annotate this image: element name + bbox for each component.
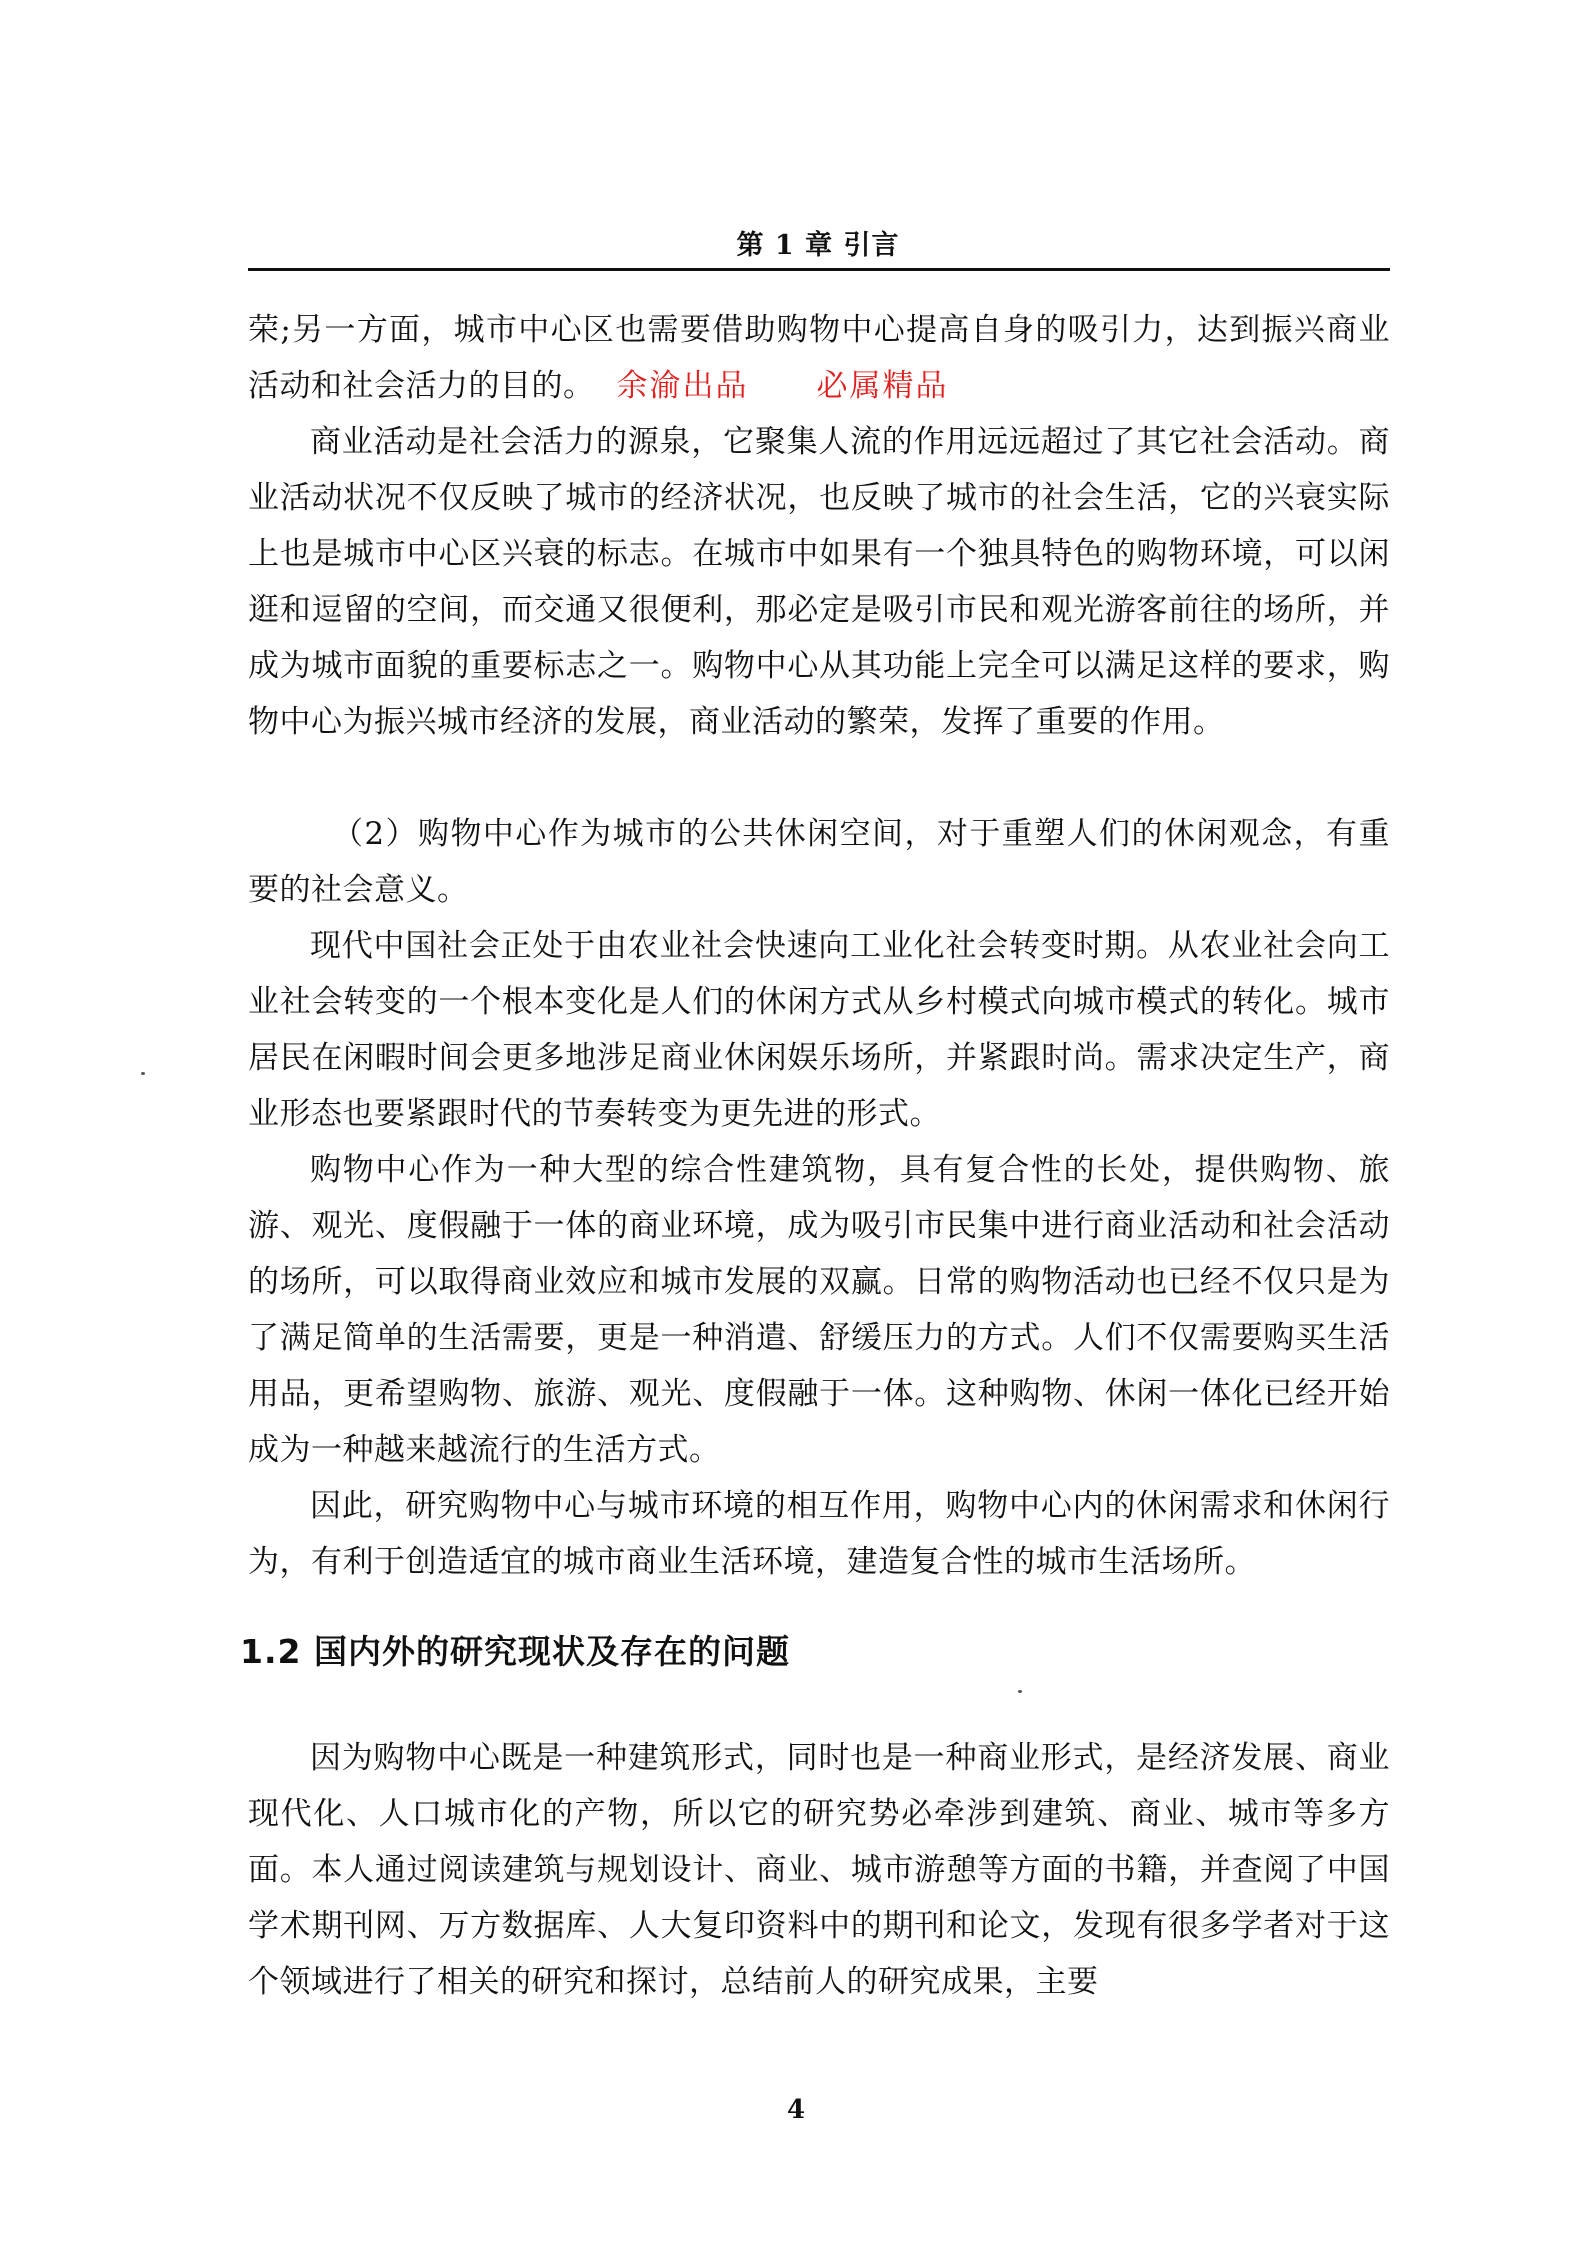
- paragraph-research-status: 因为购物中心既是一种建筑形式，同时也是一种商业形式，是经济发展、商业现代化、人口城市化的产物，所以它的研究势必牵涉到建筑、商业、城市等多方面。本人通过阅读建筑与规划设计、商业、城市游憩等方面的书籍，并查阅了中国学术期刊网、万方数据库、人大复印资料中的期刊和论文，发现有很多学者对于这个领域进行了相关的研究和探讨，总结前人的研究成果，主要: [248, 1740, 1390, 2000]
- paragraph-point-2: （2）购物中心作为城市的公共休闲空间，对于重塑人们的休闲观念，有重要的社会意义。: [248, 816, 1390, 908]
- paragraph-continuation: [248, 302, 1390, 414]
- section-heading: 1.2 国内外的研究现状及存在的问题: [240, 1632, 790, 1671]
- scan-speck: [1018, 1690, 1022, 1693]
- paragraph-modern-society: 现代中国社会正处于由农业社会快速向工业化社会转变时期。从农业社会向工业社会转变的一个根本变化是人们的休闲方式从乡村模式向城市模式的转化。城市居民在闲暇时间会更多地涉足商业休闲娱乐场所，并紧跟时尚。需求决定生产，商业形态也要紧跟时代的节奏转变为更先进的形式。: [248, 928, 1390, 1132]
- paragraph-text: 荣;另一方面，城市中心区也需要借助购物中心提高自身的吸引力，达到振兴商业活动和社会活力的目的。: [248, 312, 1390, 404]
- paragraph-conclusion: 因此，研究购物中心与城市环境的相互作用，购物中心内的休闲需求和休闲行为，有利于创造适宜的城市商业生活环境，建造复合性的城市生活场所。: [248, 1488, 1390, 1580]
- page-number: 4: [786, 2095, 806, 2125]
- watermark-stamp-right: 必属精品: [816, 368, 949, 404]
- header-rule: [248, 268, 1390, 271]
- paragraph-commercial-activity: 商业活动是社会活力的源泉，它聚集人流的作用远远超过了其它社会活动。商业活动状况不仅反映了城市的经济状况，也反映了城市的社会生活，它的兴衰实际上也是城市中心区兴衰的标志。在城市中如果有一个独具特色的购物环境，可以闲逛和逗留的空间，而交通又很便利，那必定是吸引市民和观光游客前往的场所，并成为城市面貌的重要标志之一。购物中心从其功能上完全可以满足这样的要求，购物中心为振兴城市经济的发展，商业活动的繁荣，发挥了重要的作用。: [248, 424, 1390, 740]
- paragraph-shopping-center-complex: 购物中心作为一种大型的综合性建筑物，具有复合性的长处，提供购物、旅游、观光、度假融于一体的商业环境，成为吸引市民集中进行商业活动和社会活动的场所，可以取得商业效应和城市发展的双赢。日常的购物活动也已经不仅只是为了满足简单的生活需要，更是一种消遣、舒缓压力的方式。人们不仅需要购买生活用品，更希望购物、旅游、观光、度假融于一体。这种购物、休闲一体化已经开始成为一种越来越流行的生活方式。: [248, 1152, 1390, 1468]
- watermark-stamp-left: 余渝出品: [616, 368, 749, 404]
- running-header: 第 1 章 引言: [736, 230, 900, 261]
- scan-speck: [141, 1072, 145, 1075]
